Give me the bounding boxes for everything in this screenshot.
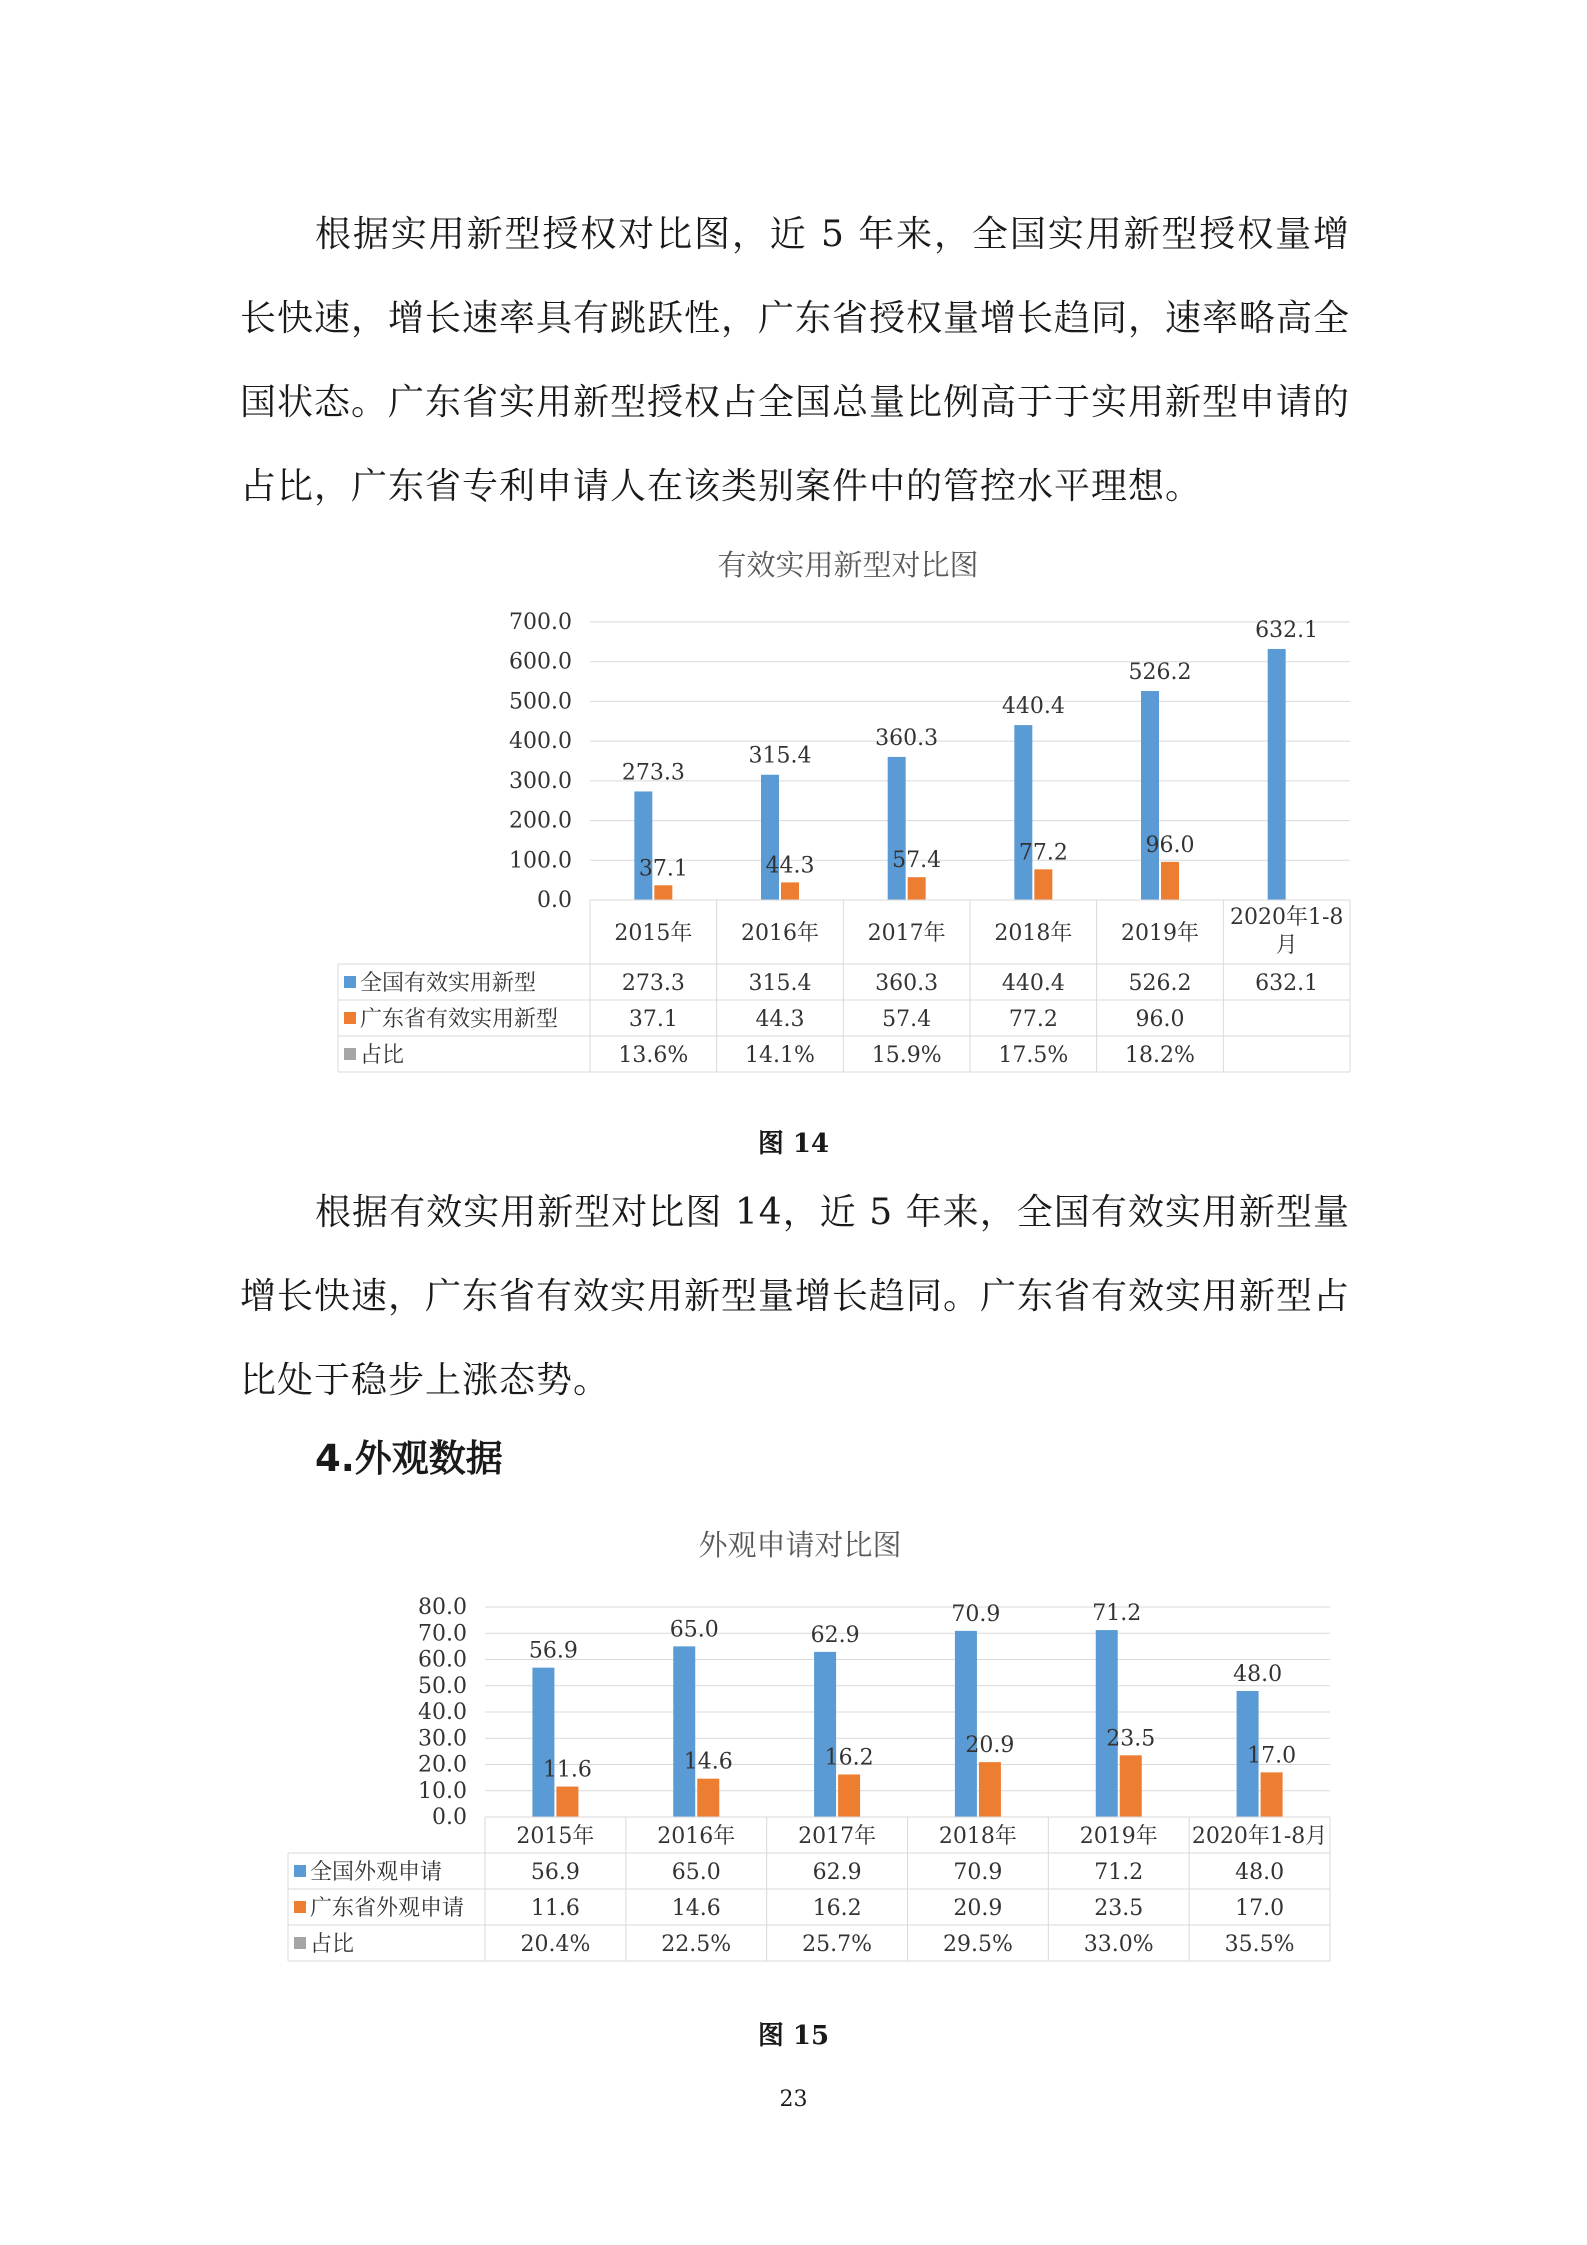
category-label: 2018年: [938, 1824, 1017, 1849]
data-label: 360.3: [875, 725, 939, 751]
category-label: 2019年: [1121, 921, 1199, 946]
bar-national: [634, 791, 652, 900]
legend-key: [294, 1937, 306, 1949]
y-tick-label: 80.0: [418, 1595, 467, 1620]
table-cell: 17.5%: [998, 1043, 1069, 1068]
data-label: 65.0: [669, 1617, 719, 1643]
data-label: 526.2: [1128, 660, 1192, 686]
bar-guangdong: [979, 1762, 1001, 1817]
table-cell: 526.2: [1128, 971, 1192, 996]
legend-key: [344, 976, 356, 988]
y-tick-label: 10.0: [418, 1778, 467, 1804]
bar-guangdong: [1034, 869, 1052, 900]
data-label: 71.2: [1092, 1601, 1142, 1627]
legend-label: 广东省外观申请: [310, 1896, 465, 1921]
category-label: 2016年: [657, 1824, 736, 1849]
data-label: 62.9: [810, 1622, 860, 1648]
legend-label: 全国有效实用新型: [360, 971, 537, 996]
table-cell: 18.2%: [1125, 1043, 1195, 1068]
bar-guangdong: [838, 1774, 860, 1817]
paragraph-valid-utility-analysis: 根据有效实用新型对比图 14，近 5 年来，全国有效实用新型量增长快速，广东省有效实用新型量增长趋同。广东省有效实用新型占比处于稳步上涨态势。: [240, 1192, 1351, 1401]
data-label: 17.0: [1247, 1743, 1297, 1769]
bar-national: [1141, 691, 1159, 900]
table-cell: 29.5%: [942, 1932, 1013, 1957]
category-label: 2015年: [516, 1824, 595, 1849]
y-tick-label: 600.0: [509, 649, 572, 675]
chart-valid-utility-model: [320, 525, 1380, 1085]
legend-label: 全国外观申请: [310, 1860, 443, 1885]
table-cell: 14.1%: [745, 1043, 815, 1068]
bar-national: [1014, 725, 1032, 900]
table-cell: 25.7%: [802, 1932, 873, 1957]
table-cell: 65.0: [671, 1860, 721, 1885]
table-cell: 48.0: [1235, 1860, 1285, 1885]
legend-key: [344, 1012, 356, 1024]
paragraph-utility-grant-analysis: 根据实用新型授权对比图，近 5 年来，全国实用新型授权量增长快速，增长速率具有跳跃性，广东省授权量增长趋同，速率略高全国状态。广东省实用新型授权占全国总量比例高于于实用新型申请的占比，广东省专利申请人在该类别案件中的管控水平理想。: [240, 214, 1351, 507]
data-label: 57.4: [892, 848, 942, 874]
y-tick-label: 300.0: [509, 768, 572, 794]
table-cell: 44.3: [755, 1007, 805, 1032]
legend-label: 占比: [360, 1043, 405, 1068]
chart-title: 外观申请对比图: [698, 1528, 902, 1562]
data-label: 37.1: [638, 856, 688, 882]
bar-national: [1268, 649, 1286, 900]
bar-national: [955, 1631, 977, 1817]
y-tick-label: 50.0: [418, 1673, 467, 1699]
table-cell: 632.1: [1255, 971, 1319, 996]
table-cell: 35.5%: [1224, 1932, 1295, 1957]
table-cell: 360.3: [875, 971, 939, 996]
category-label: 2017年: [867, 921, 946, 946]
category-label: 2020年1-8: [1229, 905, 1344, 930]
y-tick-label: 200.0: [509, 808, 572, 834]
data-label: 440.4: [1001, 694, 1065, 720]
table-cell: 22.5%: [661, 1932, 732, 1957]
y-tick-label: 100.0: [509, 848, 572, 874]
y-tick-label: 30.0: [418, 1726, 467, 1752]
table-cell: 20.4%: [520, 1932, 591, 1957]
table-cell: 15.9%: [871, 1043, 942, 1068]
bar-guangdong: [908, 877, 926, 900]
table-cell: 56.9: [530, 1860, 580, 1885]
legend-key: [294, 1865, 306, 1877]
table-cell: 37.1: [628, 1007, 678, 1032]
bar-national: [761, 775, 779, 900]
bar-national: [532, 1668, 554, 1817]
bar-national: [1096, 1630, 1118, 1817]
category-label: 2015年: [614, 921, 693, 946]
bar-guangdong: [556, 1787, 578, 1817]
bar-guangdong: [1120, 1755, 1142, 1817]
y-tick-label: 700.0: [509, 610, 572, 635]
table-cell: 70.9: [953, 1860, 1003, 1885]
bar-guangdong: [697, 1779, 719, 1817]
table-cell: 440.4: [1001, 971, 1065, 996]
table-cell: 62.9: [812, 1860, 862, 1885]
category-label: 2017年: [798, 1824, 877, 1849]
y-tick-label: 20.0: [418, 1752, 467, 1778]
data-label: 20.9: [965, 1733, 1015, 1759]
section-heading-design-data: 4.外观数据: [315, 1437, 503, 1480]
category-label: 2016年: [741, 921, 819, 946]
bar-guangdong: [1161, 862, 1179, 900]
bar-national: [673, 1646, 695, 1817]
page-number: 23: [779, 2087, 808, 2112]
y-tick-label: 60.0: [418, 1647, 467, 1673]
data-label: 315.4: [748, 743, 812, 769]
chart-title: 有效实用新型对比图: [717, 548, 979, 582]
data-label: 96.0: [1145, 832, 1195, 858]
legend-label: 广东省有效实用新型: [360, 1007, 559, 1032]
table-cell: 77.2: [1008, 1007, 1058, 1032]
bar-guangdong: [1261, 1772, 1283, 1817]
table-cell: 17.0: [1235, 1896, 1285, 1921]
data-label: 14.6: [683, 1749, 733, 1775]
data-label: 48.0: [1233, 1662, 1283, 1687]
category-label: 2019年: [1079, 1824, 1158, 1849]
data-label: 70.9: [951, 1601, 1001, 1627]
table-cell: 13.6%: [618, 1043, 689, 1068]
table-cell: 14.6: [671, 1896, 721, 1921]
data-label: 23.5: [1106, 1726, 1156, 1752]
y-tick-label: 0.0: [432, 1805, 467, 1830]
figure-15-caption: 图 15: [757, 2021, 830, 2051]
chart-valid-utility-model-svg: [320, 525, 1380, 1085]
y-tick-label: 500.0: [509, 689, 572, 715]
table-cell: 57.4: [882, 1007, 932, 1032]
chart-design-application: [280, 1510, 1360, 1980]
data-label: 16.2: [824, 1745, 874, 1771]
figure-14-caption: 图 14: [757, 1129, 830, 1159]
y-tick-label: 40.0: [418, 1700, 467, 1725]
table-cell: 315.4: [748, 971, 812, 996]
category-label: 2020年1-8月: [1191, 1824, 1328, 1849]
category-label: 2018年: [994, 921, 1073, 946]
table-cell: 23.5: [1094, 1896, 1144, 1921]
table-cell: 16.2: [812, 1896, 862, 1921]
bar-national: [888, 757, 906, 900]
table-cell: 96.0: [1135, 1007, 1185, 1032]
table-cell: 71.2: [1094, 1860, 1144, 1885]
table-cell: 11.6: [530, 1896, 580, 1921]
legend-key: [344, 1048, 356, 1060]
y-tick-label: 0.0: [537, 888, 572, 913]
data-label: 11.6: [542, 1757, 592, 1783]
y-tick-label: 400.0: [509, 729, 572, 755]
chart-design-application-svg: [280, 1510, 1360, 1980]
category-label-cont: 月: [1275, 933, 1298, 958]
y-tick-label: 70.0: [418, 1621, 467, 1647]
legend-key: [294, 1901, 306, 1913]
table-cell: 20.9: [953, 1896, 1003, 1921]
data-label: 56.9: [528, 1638, 578, 1664]
data-label: 632.1: [1255, 617, 1319, 643]
data-label: 273.3: [621, 760, 685, 786]
bar-guangdong: [654, 885, 672, 900]
bar-national: [814, 1652, 836, 1817]
bar-guangdong: [781, 882, 799, 900]
legend-label: 占比: [310, 1932, 355, 1957]
data-label: 77.2: [1018, 840, 1068, 866]
table-cell: 33.0%: [1083, 1932, 1154, 1957]
table-cell: 273.3: [621, 971, 685, 996]
data-label: 44.3: [765, 853, 815, 879]
